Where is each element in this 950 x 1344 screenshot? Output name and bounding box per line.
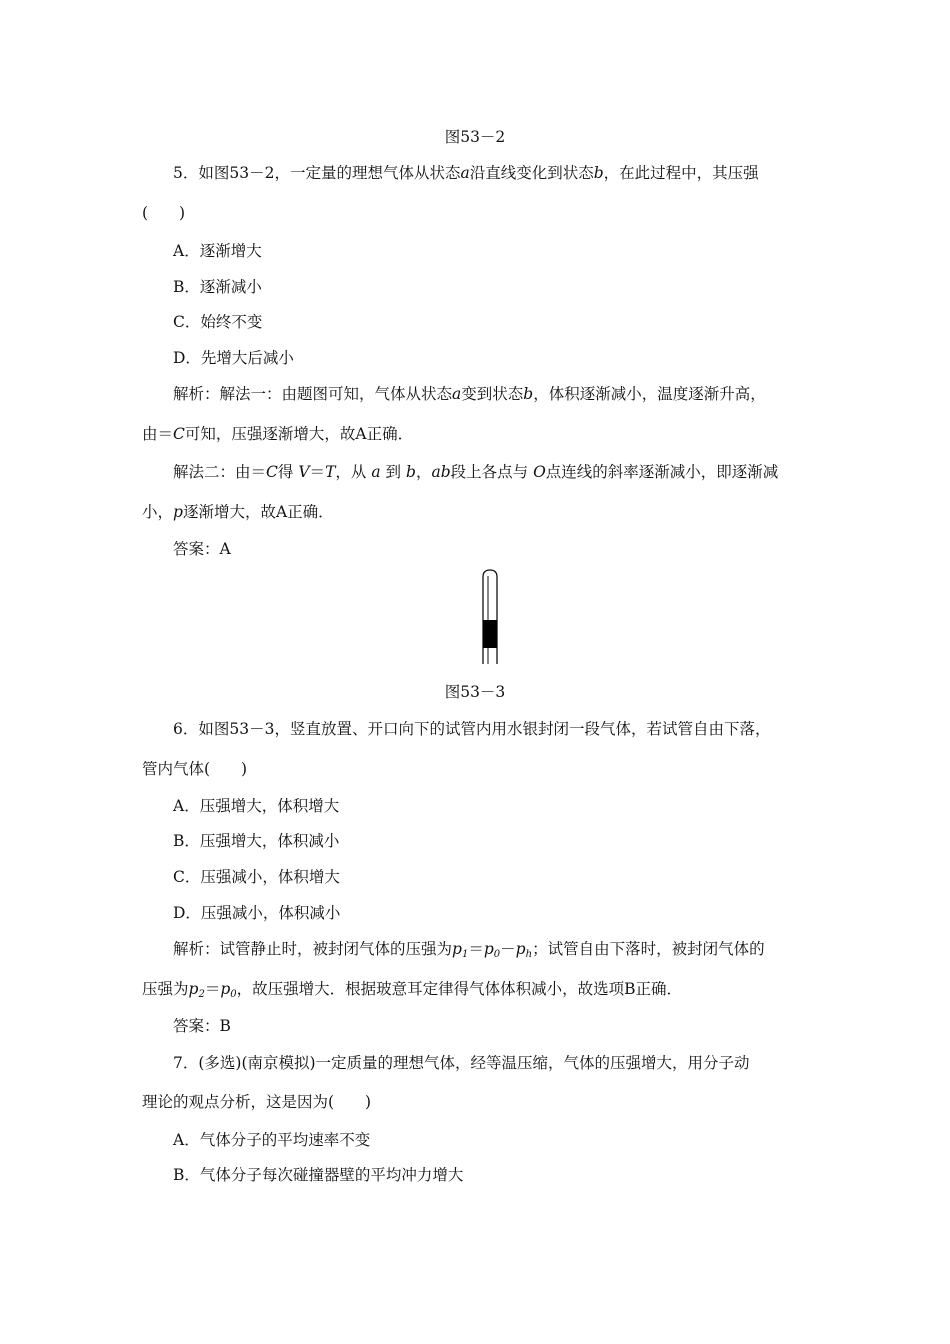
q5-method2-line2-text-a: 小， bbox=[142, 503, 174, 521]
q6-p0a-sub: 0 bbox=[493, 949, 501, 960]
q5-analysis-var-b: b bbox=[523, 385, 534, 403]
q7-option-a: A．气体分子的平均速率不变 bbox=[173, 1131, 371, 1149]
q6-stem-line2: 管内气体( ) bbox=[142, 760, 248, 778]
q7-option-b: B．气体分子每次碰撞器壁的平均冲力增大 bbox=[173, 1166, 464, 1184]
q5-option-a: A．逐渐增大 bbox=[173, 242, 262, 260]
q6-p0a: p bbox=[483, 940, 494, 958]
q6-option-a: A．压强增大，体积增大 bbox=[173, 797, 340, 815]
q6-p0b: p bbox=[220, 980, 231, 998]
q6-eq2: ＝ bbox=[204, 980, 221, 998]
q5-var-T: T bbox=[325, 463, 336, 481]
q5-var-C: C bbox=[173, 425, 185, 443]
q5-method2-var-a: a bbox=[371, 463, 381, 481]
q5-var-b: b bbox=[593, 164, 604, 182]
test-tube-figure bbox=[478, 568, 502, 668]
q6-p1-sub: 1 bbox=[461, 949, 469, 960]
q5-option-c: C．始终不变 bbox=[173, 313, 263, 331]
q7-stem-line2: 理论的观点分析，这是因为( ) bbox=[142, 1093, 372, 1111]
figure-caption-53-3: 图53－3 bbox=[444, 683, 506, 701]
q6-p2: p bbox=[188, 980, 199, 998]
q5-analysis-text-a: 解析：解法一：由题图可知，气体从状态 bbox=[173, 385, 453, 403]
q6-answer: 答案：B bbox=[173, 1017, 231, 1035]
q5-stem-line1 bbox=[173, 162, 759, 184]
q5-option-b: B．逐渐减小 bbox=[173, 278, 262, 296]
q6-analysis-line2 bbox=[142, 978, 682, 1006]
q5-var-a: a bbox=[460, 164, 470, 182]
q5-method2-text-c: ＝ bbox=[309, 463, 326, 481]
q6-stem-line1: 6．如图53－3，竖直放置、开口向下的试管内用水银封闭一段气体，若试管自由下落， bbox=[173, 720, 771, 738]
q6-analysis2-text-b: ，故压强增大．根据玻意耳定律得气体体积减小，故选项B正确． bbox=[236, 980, 683, 998]
q5-method2-var-b: b bbox=[406, 463, 416, 481]
q5-analysis2-text-a: 由＝ bbox=[142, 425, 174, 443]
q5-method2-text-g: 段上各点与 bbox=[450, 463, 529, 481]
q5-method2-text-h: 点连线的斜率逐渐减小，即逐渐减 bbox=[545, 463, 779, 481]
q5-stem-text-c: ，在此过程中，其压强 bbox=[603, 164, 759, 182]
q6-eq1: ＝ bbox=[468, 940, 484, 958]
q5-method2-line1 bbox=[173, 461, 778, 483]
q5-var-p: p bbox=[173, 503, 183, 521]
mercury-column bbox=[483, 620, 497, 648]
q6-analysis-line1 bbox=[173, 938, 765, 966]
q5-analysis-text-b: 变到状态 bbox=[461, 385, 524, 403]
q5-method2-text-b: 得 bbox=[277, 463, 294, 481]
test-tube-outline bbox=[483, 570, 497, 664]
q5-method2-line2-text-b: 逐渐增大，故A正确． bbox=[182, 503, 334, 521]
q5-analysis-var-a: a bbox=[452, 385, 462, 403]
q5-method2-text-f: ， bbox=[415, 463, 432, 481]
q6-p2-sub: 2 bbox=[198, 989, 205, 1000]
q6-p1: p bbox=[452, 940, 462, 958]
q5-stem-line2: ( ) bbox=[142, 204, 186, 222]
q6-p0b-sub: 0 bbox=[230, 989, 237, 1000]
q6-ph-sub: h bbox=[525, 949, 533, 960]
q6-ph: p bbox=[515, 940, 526, 958]
q6-analysis-text-b: ；试管自由下落时，被封闭气体的 bbox=[532, 940, 765, 958]
q5-stem-text-b: 沿直线变化到状态 bbox=[469, 164, 594, 182]
q5-analysis-line2 bbox=[142, 423, 413, 445]
q5-stem-text-a: 5．如图53－2，一定量的理想气体从状态 bbox=[173, 164, 461, 182]
q5-analysis-line1 bbox=[173, 383, 766, 405]
q5-answer: 答案：A bbox=[173, 540, 231, 558]
q5-var-O: O bbox=[533, 463, 546, 481]
q6-option-b: B．压强增大，体积减小 bbox=[173, 832, 340, 850]
q5-analysis2-text-b: 可知，压强逐渐增大，故A正确． bbox=[184, 425, 414, 443]
q6-minus: － bbox=[500, 940, 516, 958]
q5-method2-text-d: ，从 bbox=[335, 463, 367, 481]
q5-var-ab: ab bbox=[431, 463, 451, 481]
q7-stem-line1: 7．(多选)(南京模拟)一定质量的理想气体，经等温压缩，气体的压强增大，用分子动 bbox=[173, 1054, 750, 1072]
q5-method2-line2 bbox=[142, 501, 334, 523]
q6-analysis2-text-a: 压强为 bbox=[142, 980, 189, 998]
q5-analysis-text-c: ，体积逐渐减小，温度逐渐升高， bbox=[533, 385, 766, 403]
q5-method2-var-C: C bbox=[266, 463, 278, 481]
q5-method2-text-a: 解法二：由＝ bbox=[173, 463, 267, 481]
q6-option-d: D．压强减小，体积减小 bbox=[173, 904, 341, 922]
q5-option-d: D．先增大后减小 bbox=[173, 349, 294, 367]
q6-option-c: C．压强减小，体积增大 bbox=[173, 868, 340, 886]
q5-method2-text-e: 到 bbox=[385, 463, 402, 481]
q6-analysis-text-a: 解析：试管静止时，被封闭气体的压强为 bbox=[173, 940, 453, 958]
q5-var-V: V bbox=[298, 463, 310, 481]
figure-caption-53-2: 图53－2 bbox=[444, 128, 506, 146]
